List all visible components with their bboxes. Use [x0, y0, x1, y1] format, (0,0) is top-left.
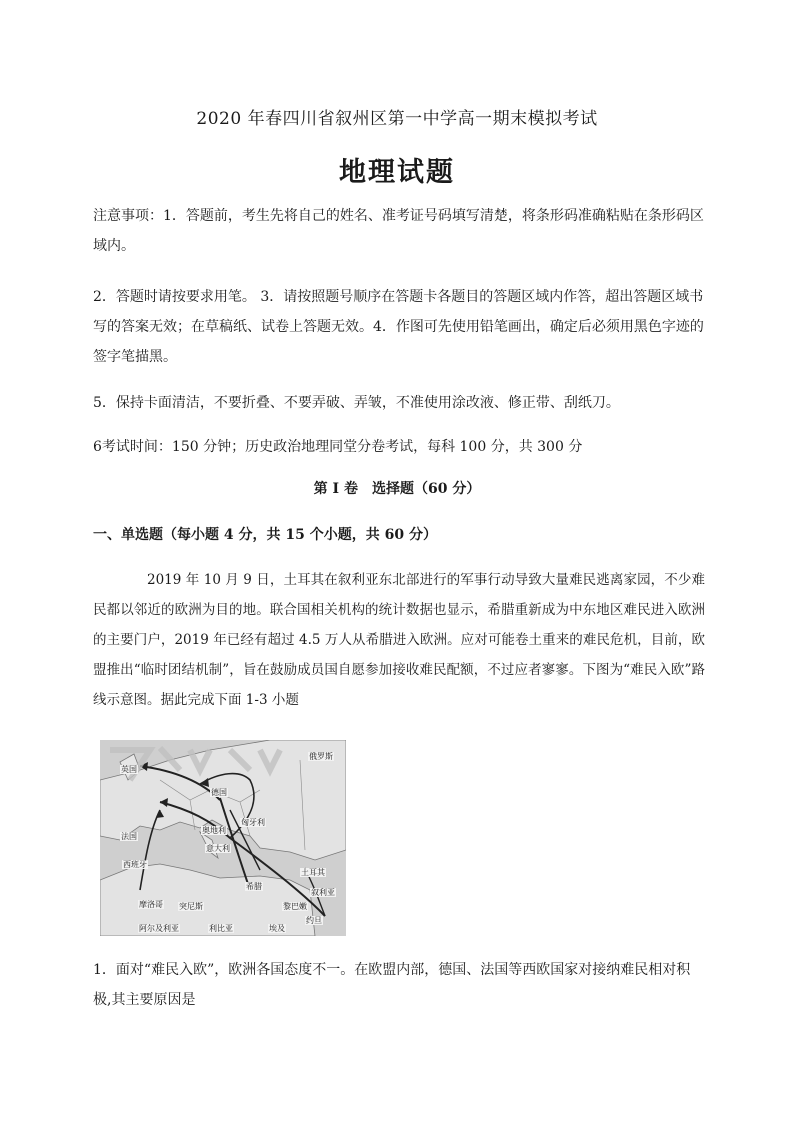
reading-passage	[93, 565, 705, 715]
refugee-route-map	[100, 740, 346, 936]
part-title: 一、单选题（每小题 4 分，共 15 个小题，共 60 分）	[93, 527, 437, 543]
instruction-1: 注意事项：1．答题前，考生先将自己的姓名、准考证号码填写清楚，将条形码准确粘贴在条形码区域内。	[93, 208, 704, 254]
instruction-2: 2．答题时请按要求用笔。 3．请按照题号顺序在答题卡各题目的答题区域内作答，超出答题区域书写的答案无效；在草稿纸、试卷上答题无效。4．作图可先使用铅笔画出，确定后必须用黑色字迹的签字笔描黑。	[93, 289, 704, 365]
question-1: 1．面对“难民入欧”，欧洲各国态度不一。在欧盟内部，德国、法国等西欧国家对接纳难民相对积极,其主要原因是	[93, 962, 691, 1008]
subject-title: 地理试题	[339, 157, 455, 188]
map-label-turkey: 土耳其	[301, 868, 325, 877]
map-label-syria: 叙利亚	[311, 888, 335, 897]
map-label-jordan: 约旦	[306, 916, 322, 925]
map-label-austria: 奥地利	[202, 826, 226, 835]
map-label-egypt: 埃及	[269, 924, 285, 933]
instruction-3: 5．保持卡面清洁，不要折叠、不要弄破、弄皱，不准使用涂改液、修正带、刮纸刀。	[93, 395, 620, 411]
map-label-morocco: 摩洛哥	[139, 900, 163, 909]
map-label-france: 法国	[121, 832, 137, 841]
map-label-hungary: 匈牙利	[241, 818, 265, 827]
map-label-uk: 英国	[121, 765, 137, 774]
map-label-lebanon: 黎巴嫩	[283, 902, 307, 911]
passage-text: 2019 年 10 月 9 日，土耳其在叙利亚东北部进行的军事行动导致大量难民逃离家园，不少难民都以邻近的欧洲为目的地。联合国相关机构的统计数据也显示，希腊重新成为中东地区难民进入欧洲的主要门户，2019 年已经有超过 4.5 万人从希腊进入欧洲。应对可能卷土重来的难民危机，目前，欧盟推出“临时团结机制”，旨在鼓励成员国自愿参加接收难民配额，不过应者寥寥。下图为“难民入欧”路线示意图。据此完成下面 1-3 小题	[93, 572, 705, 708]
map-label-libya: 利比亚	[209, 924, 233, 933]
map-label-germany: 德国	[211, 788, 227, 797]
section-title: 第 I 卷 选择题（60 分）	[313, 481, 481, 497]
map-label-tunisia: 突尼斯	[179, 902, 203, 911]
map-label-italy: 意大利	[206, 844, 230, 853]
instruction-4: 6考试时间：150 分钟；历史政治地理同堂分卷考试，每科 100 分，共 300 分	[93, 439, 583, 455]
map-label-russia: 俄罗斯	[309, 752, 333, 761]
map-label-greece: 希腊	[246, 882, 262, 891]
exam-title: 2020 年春四川省叙州区第一中学高一期末模拟考试	[196, 109, 598, 129]
map-label-spain: 西班牙	[123, 860, 147, 869]
map-label-algeria: 阿尔及利亚	[139, 924, 179, 933]
